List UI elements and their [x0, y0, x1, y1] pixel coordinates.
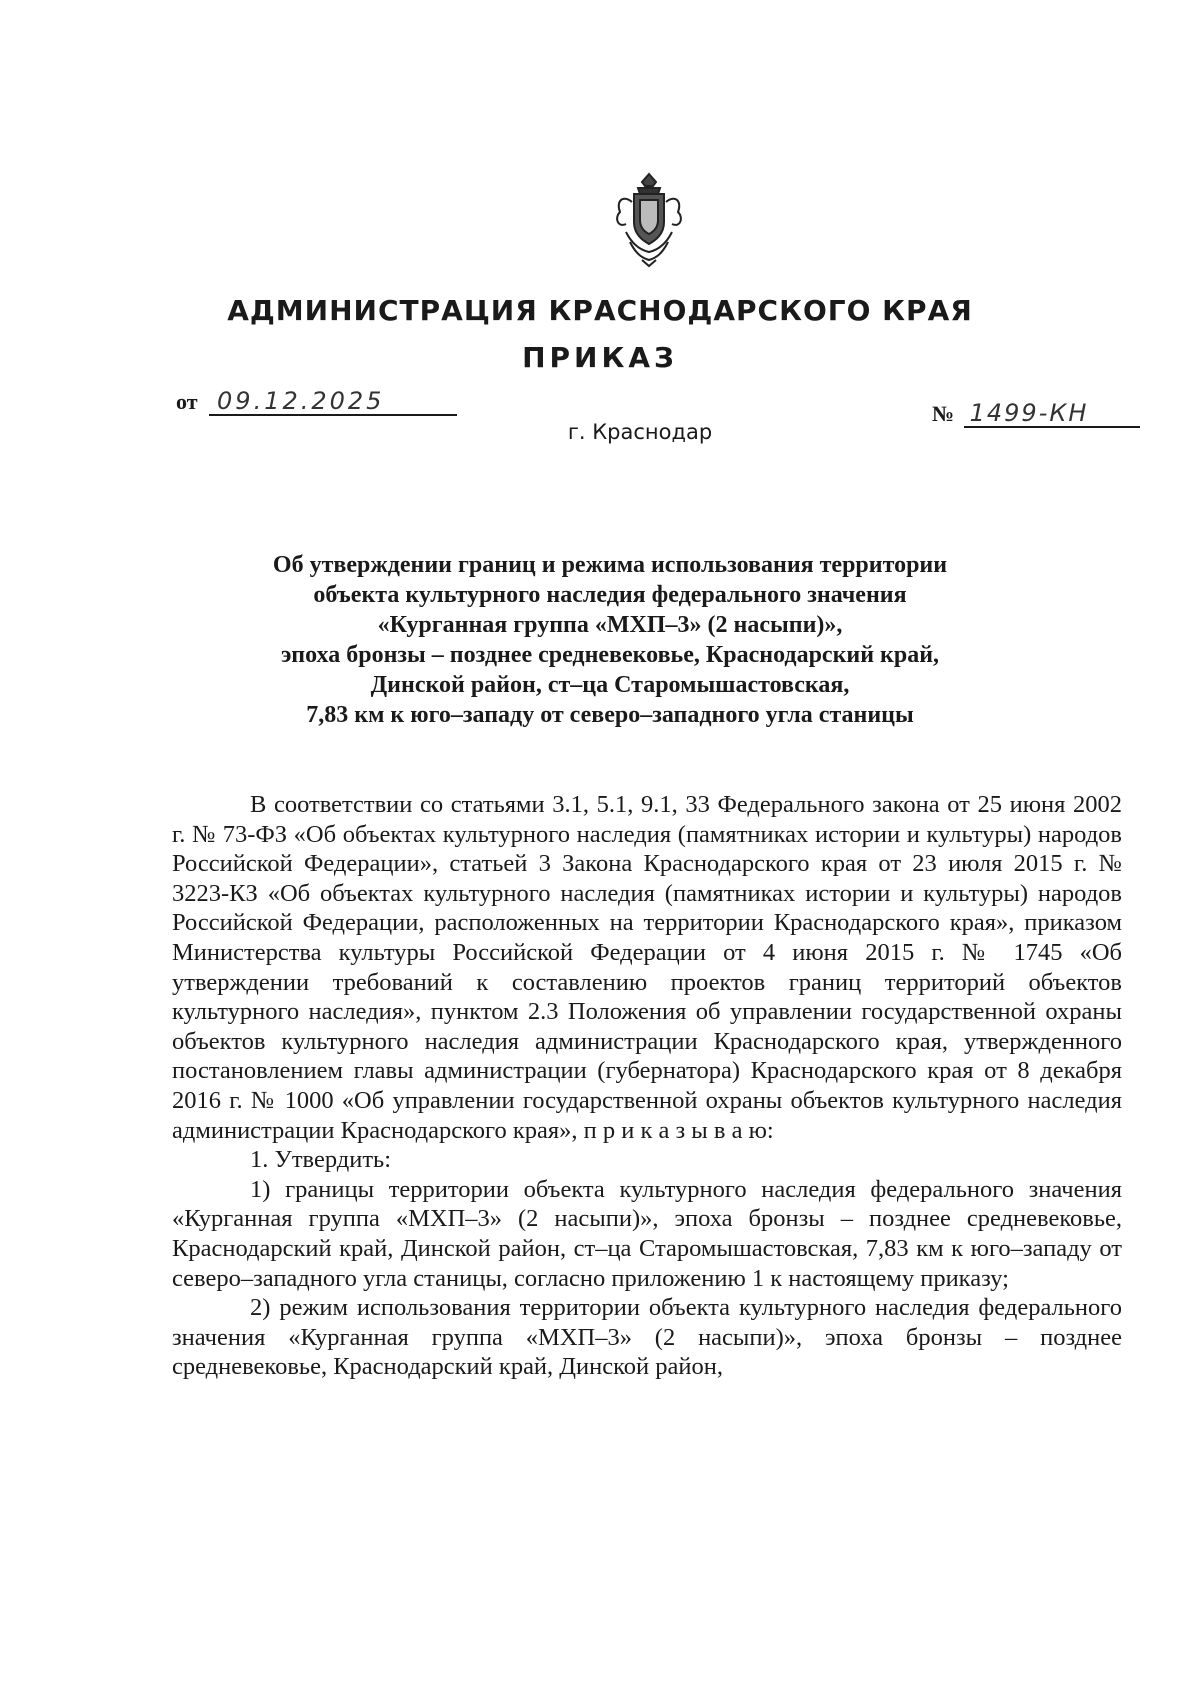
title-line: Динской район, ст–ца Старомышастовская, — [370, 672, 850, 698]
coat-of-arms-icon — [612, 172, 686, 268]
date-value: 09.12.2025 — [209, 388, 457, 416]
document-title — [170, 550, 1050, 730]
number-prefix: № — [932, 401, 955, 426]
title-line: 7,83 км к юго–западу от северо–западного угла станицы — [306, 702, 914, 728]
subitem-1: 1) границы территории объекта культурного наследия федерального значения «Курганная группа «МХП–3» (2 насыпи)», эпоха бронзы – позднее средневековье, Краснодарский край, Динской район, ст–ца Старомышастовская, 7,83 км к юго–западу от северо–западного угла станицы, согласно приложению 1 к настоящему приказу; — [172, 1175, 1122, 1292]
date-prefix: от — [176, 389, 198, 414]
preamble-paragraph: В соответствии со статьями 3.1, 5.1, 9.1, 33 Федерального закона от 25 июня 2002 г. № 73-ФЗ «Об объектах культурного наследия (памятниках истории и культуры) народов Российской Федерации», статьей 3 Закона Краснодарского края от 23 июля 2015 г. № 3223-КЗ «Об объектах культурного наследия (памятниках истории и культуры) народов Российской Федерации, расположенных на территории Краснодарского края», приказом Министерства культуры Российской Федерации от 4 июня 2015 г. № 1745 «Об утверждении требований к составлению проектов границ территорий объектов культурного наследия», пунктом 2.3 Положения об управлении государственной охраны объектов культурного наследия администрации Краснодарского края, утвержденного постановлением главы администрации (губернатора) Краснодарского края от 8 декабря 2016 г. № 1000 «Об управлении государственной охраны объектов культурного наследия администрации Краснодарского края», п р и к а з ы в а ю: — [172, 791, 1122, 1144]
subitem-2: 2) режим использования территории объекта культурного наследия федерального значения «Курганная группа «МХП–3» (2 насыпи)», эпоха бронзы – позднее средневековье, Краснодарский край, Динской район, — [172, 1294, 1122, 1381]
title-line: эпоха бронзы – позднее средневековье, Краснодарский край, — [280, 642, 940, 668]
title-line: Об утверждении границ и режима использования территории — [272, 552, 948, 578]
document-type: ПРИКАЗ — [522, 341, 678, 374]
item-1: 1. Утвердить: — [250, 1146, 392, 1174]
number-line — [932, 400, 1140, 428]
number-value: 1499-КН — [964, 400, 1140, 428]
date-line — [176, 388, 457, 416]
title-line: «Курганная группа «МХП–3» (2 насыпи)», — [377, 612, 843, 638]
organization-name: АДМИНИСТРАЦИЯ КРАСНОДАРСКОГО КРАЯ — [227, 294, 973, 327]
title-line: объекта культурного наследия федерального значения — [313, 582, 907, 608]
city-line: г. Краснодар — [567, 420, 713, 444]
document-body — [172, 790, 1122, 1382]
